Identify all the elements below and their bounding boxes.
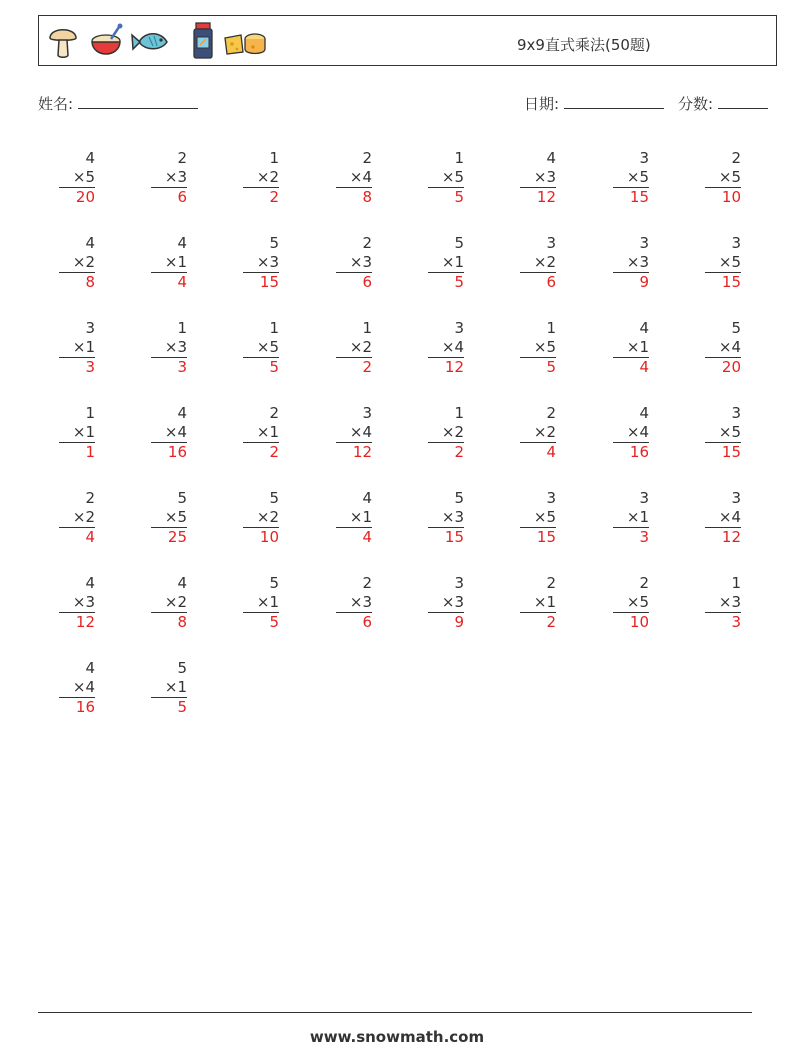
answer: 16: [167, 443, 187, 461]
multiplier: ×3: [243, 253, 279, 273]
multiplicand: 4: [546, 149, 556, 167]
problem-item: [151, 319, 187, 377]
problem-item: [59, 659, 95, 717]
answer: 15: [721, 273, 741, 291]
multiplier: ×1: [428, 253, 464, 273]
multiplier: ×4: [59, 678, 95, 698]
multiplier: ×1: [336, 508, 372, 528]
problem-item: [705, 404, 741, 462]
multiplicand: 2: [177, 149, 187, 167]
multiplier: ×2: [151, 593, 187, 613]
answer: 3: [639, 528, 649, 546]
problem-item: [428, 404, 464, 462]
multiplicand: 1: [269, 319, 279, 337]
problem-item: [59, 319, 95, 377]
multiplicand: 3: [731, 234, 741, 252]
multiplicand: 5: [269, 574, 279, 592]
problem-item: [336, 149, 372, 207]
multiplier: ×4: [428, 338, 464, 358]
date-label: 日期:: [524, 95, 560, 113]
multiplicand: 2: [362, 234, 372, 252]
multiplicand: 5: [269, 489, 279, 507]
multiplicand: 3: [731, 404, 741, 422]
multiplier: ×4: [151, 423, 187, 443]
answer: 5: [269, 613, 279, 631]
multiplicand: 2: [731, 149, 741, 167]
problem-item: [59, 574, 95, 632]
multiplicand: 1: [177, 319, 187, 337]
multiplicand: 3: [454, 574, 464, 592]
multiplier: ×5: [520, 338, 556, 358]
multiplicand: 2: [85, 489, 95, 507]
date-field: [524, 93, 664, 114]
problem-item: [243, 404, 279, 462]
answer: 5: [269, 358, 279, 376]
cheese-icon: [223, 22, 269, 60]
multiplicand: 5: [177, 659, 187, 677]
footer-site: www.snowmath.com: [309, 1028, 485, 1046]
answer: 20: [721, 358, 741, 376]
answer: 3: [731, 613, 741, 631]
multiplier: ×3: [428, 508, 464, 528]
multiplier: ×5: [428, 168, 464, 188]
multiplicand: 4: [85, 149, 95, 167]
problem-item: [59, 149, 95, 207]
multiplier: ×1: [59, 338, 95, 358]
multiplicand: 5: [269, 234, 279, 252]
multiplicand: 3: [731, 489, 741, 507]
multiplier: ×1: [243, 423, 279, 443]
name-field: [38, 93, 198, 114]
answer: 12: [352, 443, 372, 461]
answer: 16: [75, 698, 95, 716]
multiplier: ×3: [336, 253, 372, 273]
problem-item: [428, 149, 464, 207]
answer: 8: [85, 273, 95, 291]
answer: 15: [536, 528, 556, 546]
answer: 6: [362, 613, 372, 631]
multiplier: ×1: [243, 593, 279, 613]
answer: 2: [362, 358, 372, 376]
multiplier: ×2: [428, 423, 464, 443]
worksheet-title: 9x9直式乘法(50题): [517, 36, 651, 54]
multiplicand: 3: [639, 149, 649, 167]
multiplicand: 4: [85, 574, 95, 592]
name-label: 姓名:: [38, 95, 74, 113]
answer: 10: [259, 528, 279, 546]
multiplicand: 2: [362, 574, 372, 592]
problem-item: [59, 234, 95, 292]
multiplicand: 1: [454, 149, 464, 167]
footer-divider: [38, 1012, 752, 1013]
answer: 6: [546, 273, 556, 291]
problem-item: [151, 659, 187, 717]
problem-item: [613, 319, 649, 377]
answer: 5: [177, 698, 187, 716]
answer: 8: [362, 188, 372, 206]
score-label: 分数:: [678, 95, 714, 113]
problem-item: [243, 319, 279, 377]
multiplicand: 1: [362, 319, 372, 337]
name-blank[interactable]: [78, 94, 198, 109]
answer: 4: [85, 528, 95, 546]
problem-item: [428, 574, 464, 632]
answer: 6: [362, 273, 372, 291]
answer: 3: [85, 358, 95, 376]
multiplicand: 1: [269, 149, 279, 167]
multiplier: ×1: [59, 423, 95, 443]
multiplier: ×5: [705, 168, 741, 188]
problem-item: [151, 149, 187, 207]
multiplier: ×1: [613, 508, 649, 528]
multiplier: ×5: [613, 168, 649, 188]
score-blank[interactable]: [718, 94, 768, 109]
answer: 15: [259, 273, 279, 291]
multiplier: ×5: [243, 338, 279, 358]
problem-item: [705, 489, 741, 547]
problem-item: [243, 234, 279, 292]
multiplier: ×5: [59, 168, 95, 188]
multiplicand: 5: [731, 319, 741, 337]
answer: 5: [546, 358, 556, 376]
answer: 4: [362, 528, 372, 546]
problem-item: [705, 149, 741, 207]
problem-item: [705, 319, 741, 377]
multiplicand: 2: [362, 149, 372, 167]
answer: 5: [454, 273, 464, 291]
answer: 15: [629, 188, 649, 206]
multiplier: ×3: [705, 593, 741, 613]
multiplier: ×2: [243, 508, 279, 528]
problem-item: [151, 574, 187, 632]
bowl-icon: [89, 22, 125, 60]
multiplicand: 3: [362, 404, 372, 422]
problem-item: [336, 489, 372, 547]
multiplier: ×2: [520, 423, 556, 443]
multiplicand: 2: [269, 404, 279, 422]
answer: 4: [639, 358, 649, 376]
multiplier: ×2: [59, 253, 95, 273]
multiplicand: 5: [454, 489, 464, 507]
multiplier: ×4: [705, 508, 741, 528]
score-field: [678, 93, 768, 114]
answer: 9: [454, 613, 464, 631]
multiplier: ×2: [243, 168, 279, 188]
multiplier: ×4: [336, 423, 372, 443]
problem-item: [59, 404, 95, 462]
answer: 20: [75, 188, 95, 206]
multiplicand: 1: [546, 319, 556, 337]
answer: 16: [629, 443, 649, 461]
multiplicand: 4: [177, 574, 187, 592]
date-blank[interactable]: [564, 94, 664, 109]
problem-item: [336, 574, 372, 632]
multiplier: ×5: [613, 593, 649, 613]
multiplier: ×1: [151, 678, 187, 698]
multiplicand: 4: [639, 319, 649, 337]
problem-item: [520, 319, 556, 377]
problem-item: [151, 404, 187, 462]
multiplier: ×5: [705, 253, 741, 273]
multiplier: ×5: [151, 508, 187, 528]
problem-item: [613, 149, 649, 207]
problem-item: [428, 234, 464, 292]
answer: 4: [546, 443, 556, 461]
answer: 6: [177, 188, 187, 206]
multiplicand: 4: [639, 404, 649, 422]
problem-item: [336, 234, 372, 292]
jar-icon: [190, 22, 216, 60]
multiplier: ×4: [705, 338, 741, 358]
multiplicand: 3: [639, 234, 649, 252]
multiplicand: 5: [177, 489, 187, 507]
multiplicand: 2: [546, 404, 556, 422]
multiplier: ×4: [613, 423, 649, 443]
multiplier: ×1: [151, 253, 187, 273]
answer: 9: [639, 273, 649, 291]
problem-item: [705, 234, 741, 292]
answer: 4: [177, 273, 187, 291]
multiplicand: 4: [85, 234, 95, 252]
problem-item: [613, 489, 649, 547]
problem-item: [520, 574, 556, 632]
multiplier: ×3: [520, 168, 556, 188]
answer: 12: [721, 528, 741, 546]
problem-item: [151, 489, 187, 547]
multiplicand: 5: [454, 234, 464, 252]
multiplicand: 4: [85, 659, 95, 677]
multiplicand: 3: [85, 319, 95, 337]
multiplicand: 4: [177, 234, 187, 252]
multiplier: ×3: [428, 593, 464, 613]
problem-item: [151, 234, 187, 292]
multiplicand: 3: [546, 489, 556, 507]
problem-item: [243, 574, 279, 632]
multiplicand: 1: [85, 404, 95, 422]
answer: 12: [75, 613, 95, 631]
multiplicand: 3: [639, 489, 649, 507]
answer: 1: [85, 443, 95, 461]
problem-item: [59, 489, 95, 547]
problem-item: [705, 574, 741, 632]
mushroom-icon: [47, 22, 79, 60]
multiplier: ×2: [520, 253, 556, 273]
answer: 5: [454, 188, 464, 206]
multiplier: ×3: [336, 593, 372, 613]
answer: 10: [629, 613, 649, 631]
answer: 3: [177, 358, 187, 376]
multiplier: ×5: [520, 508, 556, 528]
multiplier: ×3: [59, 593, 95, 613]
problem-item: [520, 489, 556, 547]
problem-item: [336, 404, 372, 462]
multiplicand: 2: [546, 574, 556, 592]
multiplicand: 3: [546, 234, 556, 252]
multiplier: ×5: [705, 423, 741, 443]
multiplicand: 1: [454, 404, 464, 422]
problem-item: [613, 404, 649, 462]
multiplier: ×3: [613, 253, 649, 273]
worksheet-header: [38, 15, 777, 66]
answer: 2: [269, 443, 279, 461]
answer: 2: [546, 613, 556, 631]
multiplier: ×2: [336, 338, 372, 358]
multiplier: ×2: [59, 508, 95, 528]
answer: 15: [444, 528, 464, 546]
problem-item: [243, 489, 279, 547]
answer: 25: [167, 528, 187, 546]
multiplier: ×3: [151, 338, 187, 358]
problem-item: [520, 234, 556, 292]
problem-item: [520, 404, 556, 462]
answer: 8: [177, 613, 187, 631]
problem-item: [428, 319, 464, 377]
problem-item: [243, 149, 279, 207]
multiplicand: 2: [639, 574, 649, 592]
answer: 12: [536, 188, 556, 206]
multiplier: ×1: [520, 593, 556, 613]
problem-item: [613, 234, 649, 292]
answer: 15: [721, 443, 741, 461]
multiplicand: 4: [177, 404, 187, 422]
multiplier: ×1: [613, 338, 649, 358]
fish-icon: [131, 22, 171, 60]
multiplicand: 1: [731, 574, 741, 592]
problem-item: [520, 149, 556, 207]
answer: 2: [454, 443, 464, 461]
answer: 2: [269, 188, 279, 206]
multiplicand: 4: [362, 489, 372, 507]
problem-item: [613, 574, 649, 632]
multiplier: ×3: [151, 168, 187, 188]
problem-item: [428, 489, 464, 547]
multiplicand: 3: [454, 319, 464, 337]
answer: 12: [444, 358, 464, 376]
multiplier: ×4: [336, 168, 372, 188]
answer: 10: [721, 188, 741, 206]
problem-item: [336, 319, 372, 377]
